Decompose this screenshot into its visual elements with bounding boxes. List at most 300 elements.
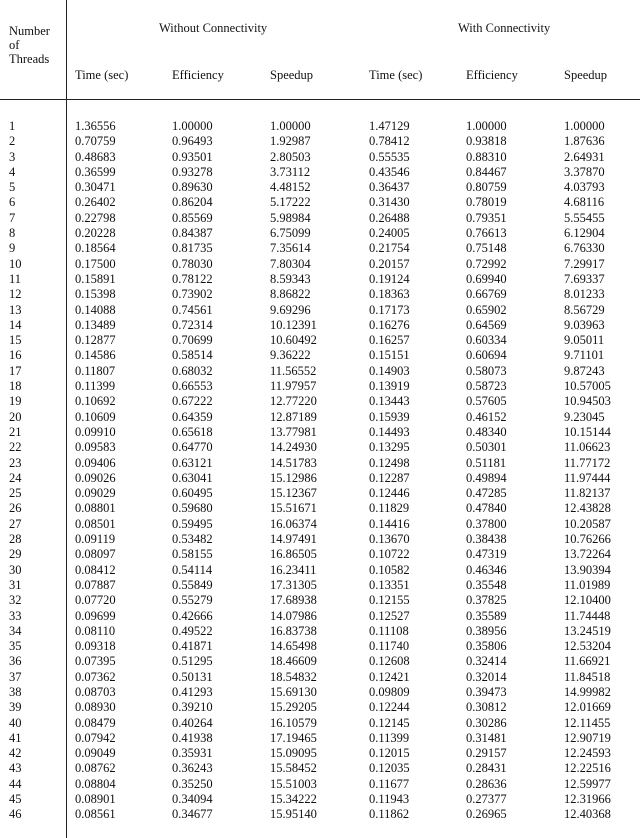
speedup-without-cell: 8.59343 (270, 271, 311, 286)
table-row (0, 532, 640, 547)
time-without-cell: 0.08479 (75, 715, 116, 730)
table-body (0, 119, 640, 823)
time-with-cell: 0.12287 (369, 470, 410, 485)
efficiency-with-cell: 0.27377 (466, 792, 507, 807)
efficiency-without-cell: 0.54114 (172, 562, 213, 577)
time-with-cell: 1.47129 (369, 119, 410, 133)
time-without-cell: 0.08561 (75, 807, 116, 822)
efficiency-with-cell: 0.79351 (466, 210, 507, 225)
threads-cell: 39 (9, 700, 22, 715)
efficiency-with-cell: 0.32414 (466, 654, 507, 669)
time-with-cell: 0.12527 (369, 608, 410, 623)
time-without-cell: 0.08762 (75, 761, 116, 776)
speedup-without-cell: 15.69130 (270, 684, 317, 699)
threads-cell: 38 (9, 684, 22, 699)
time-without-cell: 0.10692 (75, 394, 116, 409)
speedup-with-cell: 13.90394 (564, 562, 611, 577)
speedup-without-cell: 7.35614 (270, 241, 311, 256)
efficiency-with-cell: 0.28431 (466, 761, 507, 776)
efficiency-with-cell: 0.88310 (466, 149, 507, 164)
efficiency-without-cell: 0.89630 (172, 180, 213, 195)
table-row (0, 211, 640, 226)
threads-cell: 10 (9, 256, 22, 271)
efficiency-with-cell: 0.35806 (466, 639, 507, 654)
time-with-cell: 0.11677 (369, 776, 410, 791)
speedup-without-cell: 1.92987 (270, 134, 311, 149)
time-without-cell: 0.08801 (75, 501, 116, 516)
speedup-without-cell: 16.23411 (270, 562, 317, 577)
efficiency-without-cell: 0.72314 (172, 317, 213, 332)
efficiency-without-cell: 0.66553 (172, 379, 213, 394)
time-without-cell: 0.22798 (75, 210, 116, 225)
speedup-with-cell: 6.12904 (564, 226, 605, 241)
speedup-without-cell: 16.06374 (270, 516, 317, 531)
speedup-without-cell: 15.34222 (270, 792, 317, 807)
time-without-cell: 0.09318 (75, 639, 116, 654)
time-without-cell: 0.08901 (75, 792, 116, 807)
efficiency-without-cell: 0.36243 (172, 761, 213, 776)
time-without-cell: 0.18564 (75, 241, 116, 256)
threads-cell: 29 (9, 547, 22, 562)
threads-cell: 3 (9, 149, 16, 164)
efficiency-without-cell: 0.41293 (172, 684, 213, 699)
time-with-cell: 0.15151 (369, 348, 410, 363)
threads-cell: 25 (9, 486, 22, 501)
speedup-with-cell: 7.69337 (564, 271, 605, 286)
threads-cell: 18 (9, 379, 22, 394)
time-with-cell: 0.11829 (369, 501, 410, 516)
speedup-with-cell: 11.74448 (564, 608, 611, 623)
time-with-cell: 0.15939 (369, 409, 410, 424)
speedup-with-cell: 13.24519 (564, 623, 611, 638)
time-without-cell: 1.36556 (75, 119, 116, 133)
efficiency-without-cell: 0.42666 (172, 608, 213, 623)
threads-cell: 44 (9, 776, 22, 791)
threads-cell: 15 (9, 333, 22, 348)
efficiency-with-cell: 0.51181 (466, 455, 507, 470)
threads-cell: 6 (9, 195, 16, 210)
table-row (0, 379, 640, 394)
speedup-with-cell: 8.56729 (564, 302, 605, 317)
time-without-cell: 0.07942 (75, 730, 116, 745)
threads-cell: 13 (9, 302, 22, 317)
speedup-with-cell: 1.00000 (564, 119, 605, 133)
time-without-cell: 0.70759 (75, 134, 116, 149)
speedup-without-cell: 13.77981 (270, 424, 317, 439)
table-row (0, 226, 640, 241)
speedup-with-cell: 5.55455 (564, 210, 605, 225)
efficiency-with-cell: 0.72992 (466, 256, 507, 271)
speedup-without-cell: 12.77220 (270, 394, 317, 409)
efficiency-with-cell: 0.66769 (466, 287, 507, 302)
efficiency-with-cell: 0.30286 (466, 715, 507, 730)
efficiency-without-cell: 0.40264 (172, 715, 213, 730)
threads-cell: 34 (9, 623, 22, 638)
speedup-without-cell: 12.87189 (270, 409, 317, 424)
threads-cell: 7 (9, 210, 16, 225)
time-with-cell: 0.14903 (369, 363, 410, 378)
time-with-cell: 0.16257 (369, 333, 410, 348)
table-row (0, 364, 640, 379)
efficiency-without-cell: 0.35931 (172, 746, 213, 761)
speedup-without-cell: 10.12391 (270, 317, 317, 332)
time-with-cell: 0.14416 (369, 516, 410, 531)
threads-cell: 14 (9, 317, 22, 332)
threads-cell: 17 (9, 363, 22, 378)
speedup-without-cell: 10.60492 (270, 333, 317, 348)
efficiency-with-cell: 0.38438 (466, 532, 507, 547)
speedup-without-cell: 5.98984 (270, 210, 311, 225)
threads-cell: 24 (9, 470, 22, 485)
threads-cell: 5 (9, 180, 16, 195)
table-row (0, 272, 640, 287)
time-with-cell: 0.14493 (369, 424, 410, 439)
efficiency-with-cell: 0.48340 (466, 424, 507, 439)
speedup-with-cell: 12.31966 (564, 792, 611, 807)
threads-cell: 21 (9, 424, 22, 439)
speedup-with-cell: 4.03793 (564, 180, 605, 195)
table-row (0, 119, 640, 134)
time-with-cell: 0.12155 (369, 593, 410, 608)
speedup-with-cell: 9.71101 (564, 348, 605, 363)
speedup-without-cell: 16.86505 (270, 547, 317, 562)
speedup-with-cell: 12.40368 (564, 807, 611, 822)
speedup-with-cell: 12.90719 (564, 730, 611, 745)
efficiency-with-cell: 0.47840 (466, 501, 507, 516)
time-without-cell: 0.26402 (75, 195, 116, 210)
time-with-cell: 0.26488 (369, 210, 410, 225)
time-without-cell: 0.20228 (75, 226, 116, 241)
table-row (0, 394, 640, 409)
efficiency-without-cell: 0.58514 (172, 348, 213, 363)
efficiency-with-cell: 0.47319 (466, 547, 507, 562)
table-row (0, 180, 640, 195)
threads-cell: 45 (9, 792, 22, 807)
time-with-cell: 0.13443 (369, 394, 410, 409)
speedup-with-cell: 9.23045 (564, 409, 605, 424)
efficiency-with-cell: 0.29157 (466, 746, 507, 761)
speedup-without-cell: 6.75099 (270, 226, 311, 241)
col-speedup-with: Speedup (564, 68, 608, 82)
speedup-without-cell: 14.51783 (270, 455, 317, 470)
speedup-without-cell: 15.95140 (270, 807, 317, 822)
time-with-cell: 0.19124 (369, 271, 410, 286)
table-row (0, 333, 640, 348)
speedup-with-cell: 11.82137 (564, 486, 611, 501)
col-efficiency-with: Efficiency (466, 68, 518, 82)
threads-cell: 2 (9, 134, 16, 149)
time-without-cell: 0.08412 (75, 562, 116, 577)
efficiency-with-cell: 0.28636 (466, 776, 507, 791)
time-with-cell: 0.12421 (369, 669, 410, 684)
table-row (0, 716, 640, 731)
efficiency-without-cell: 0.51295 (172, 654, 213, 669)
time-with-cell: 0.13919 (369, 379, 410, 394)
time-without-cell: 0.09119 (75, 532, 116, 547)
efficiency-with-cell: 0.75148 (466, 241, 507, 256)
threads-cell: 37 (9, 669, 22, 684)
speedup-with-cell: 14.99982 (564, 684, 611, 699)
table-row (0, 440, 640, 455)
efficiency-without-cell: 0.93501 (172, 149, 213, 164)
speedup-without-cell: 5.17222 (270, 195, 311, 210)
efficiency-without-cell: 0.55279 (172, 593, 213, 608)
efficiency-without-cell: 0.70699 (172, 333, 213, 348)
time-with-cell: 0.18363 (369, 287, 410, 302)
efficiency-without-cell: 0.63041 (172, 470, 213, 485)
efficiency-with-cell: 0.46346 (466, 562, 507, 577)
efficiency-without-cell: 0.96493 (172, 134, 213, 149)
table-row (0, 410, 640, 425)
threads-cell: 31 (9, 577, 22, 592)
threads-cell: 4 (9, 164, 16, 179)
speedup-without-cell: 18.46609 (270, 654, 317, 669)
speedup-with-cell: 8.01233 (564, 287, 605, 302)
speedup-with-cell: 1.87636 (564, 134, 605, 149)
speedup-without-cell: 17.31305 (270, 577, 317, 592)
efficiency-with-cell: 0.49894 (466, 470, 507, 485)
efficiency-with-cell: 0.47285 (466, 486, 507, 501)
time-without-cell: 0.07887 (75, 577, 116, 592)
col-time-with: Time (sec) (369, 68, 423, 82)
speedup-without-cell: 15.12986 (270, 470, 317, 485)
efficiency-with-cell: 0.38956 (466, 623, 507, 638)
speedup-without-cell: 15.51003 (270, 776, 317, 791)
efficiency-without-cell: 0.59495 (172, 516, 213, 531)
time-with-cell: 0.12608 (369, 654, 410, 669)
threads-cell: 20 (9, 409, 22, 424)
time-without-cell: 0.14586 (75, 348, 116, 363)
time-with-cell: 0.09809 (369, 684, 410, 699)
time-without-cell: 0.08110 (75, 623, 116, 638)
speedup-with-cell: 11.97444 (564, 470, 611, 485)
efficiency-with-cell: 0.76613 (466, 226, 507, 241)
speedup-without-cell: 1.00000 (270, 119, 311, 133)
time-without-cell: 0.09049 (75, 746, 116, 761)
efficiency-with-cell: 0.37800 (466, 516, 507, 531)
time-without-cell: 0.15891 (75, 271, 116, 286)
time-without-cell: 0.07720 (75, 593, 116, 608)
time-with-cell: 0.31430 (369, 195, 410, 210)
table-row (0, 609, 640, 624)
time-without-cell: 0.12877 (75, 333, 116, 348)
speedup-with-cell: 12.24593 (564, 746, 611, 761)
table-row (0, 670, 640, 685)
time-with-cell: 0.12035 (369, 761, 410, 776)
speedup-with-cell: 11.01989 (564, 577, 611, 592)
efficiency-with-cell: 0.57605 (466, 394, 507, 409)
col-time-without: Time (sec) (75, 68, 129, 82)
efficiency-with-cell: 0.58723 (466, 379, 507, 394)
efficiency-without-cell: 0.49522 (172, 623, 213, 638)
speedup-with-cell: 3.37870 (564, 164, 605, 179)
efficiency-with-cell: 0.60694 (466, 348, 507, 363)
speedup-with-cell: 9.05011 (564, 333, 605, 348)
efficiency-with-cell: 0.31481 (466, 730, 507, 745)
threads-cell: 46 (9, 807, 22, 822)
speedup-with-cell: 11.66921 (564, 654, 611, 669)
efficiency-without-cell: 0.34094 (172, 792, 213, 807)
speedup-without-cell: 8.86822 (270, 287, 311, 302)
speedup-without-cell: 16.83738 (270, 623, 317, 638)
speedup-without-cell: 14.07986 (270, 608, 317, 623)
efficiency-with-cell: 0.93818 (466, 134, 507, 149)
speedup-with-cell: 9.03963 (564, 317, 605, 332)
speedup-without-cell: 15.58452 (270, 761, 317, 776)
table-row (0, 195, 640, 210)
table-row (0, 348, 640, 363)
time-with-cell: 0.24005 (369, 226, 410, 241)
efficiency-without-cell: 0.60495 (172, 486, 213, 501)
threads-cell: 8 (9, 226, 16, 241)
efficiency-without-cell: 0.73902 (172, 287, 213, 302)
table-row (0, 134, 640, 149)
speedup-with-cell: 2.64931 (564, 149, 605, 164)
table-row (0, 257, 640, 272)
time-with-cell: 0.21754 (369, 241, 410, 256)
speedup-with-cell: 12.11455 (564, 715, 611, 730)
threads-cell: 22 (9, 440, 22, 455)
threads-cell: 28 (9, 532, 22, 547)
table-row (0, 318, 640, 333)
speedup-without-cell: 7.80304 (270, 256, 311, 271)
speedup-without-cell: 17.68938 (270, 593, 317, 608)
time-with-cell: 0.11943 (369, 792, 410, 807)
time-with-cell: 0.10722 (369, 547, 410, 562)
efficiency-with-cell: 0.50301 (466, 440, 507, 455)
speedup-without-cell: 14.24930 (270, 440, 317, 455)
efficiency-without-cell: 0.35250 (172, 776, 213, 791)
efficiency-without-cell: 0.65618 (172, 424, 213, 439)
table-row (0, 241, 640, 256)
time-without-cell: 0.17500 (75, 256, 116, 271)
time-without-cell: 0.08703 (75, 684, 116, 699)
efficiency-with-cell: 0.64569 (466, 317, 507, 332)
table-row (0, 501, 640, 516)
speedup-without-cell: 3.73112 (270, 164, 311, 179)
speedup-without-cell: 11.56552 (270, 363, 317, 378)
efficiency-without-cell: 0.39210 (172, 700, 213, 715)
table-row (0, 547, 640, 562)
speedup-without-cell: 14.65498 (270, 639, 317, 654)
efficiency-with-cell: 0.80759 (466, 180, 507, 195)
threads-cell: 27 (9, 516, 22, 531)
threads-cell: 35 (9, 639, 22, 654)
time-without-cell: 0.07395 (75, 654, 116, 669)
table-row (0, 287, 640, 302)
time-with-cell: 0.11108 (369, 623, 409, 638)
efficiency-with-cell: 0.39473 (466, 684, 507, 699)
threads-cell: 12 (9, 287, 22, 302)
time-without-cell: 0.15398 (75, 287, 116, 302)
time-without-cell: 0.07362 (75, 669, 116, 684)
col-speedup-without: Speedup (270, 68, 314, 82)
table-row (0, 303, 640, 318)
table-row (0, 425, 640, 440)
threads-cell: 9 (9, 241, 16, 256)
time-with-cell: 0.12015 (369, 746, 410, 761)
speedup-with-cell: 12.10400 (564, 593, 611, 608)
time-without-cell: 0.11807 (75, 363, 116, 378)
speedup-with-cell: 6.76330 (564, 241, 605, 256)
time-without-cell: 0.11399 (75, 379, 116, 394)
table-row (0, 807, 640, 822)
efficiency-with-cell: 0.65902 (466, 302, 507, 317)
speedup-without-cell: 15.51671 (270, 501, 317, 516)
threads-header-line-2: of (9, 38, 20, 52)
efficiency-without-cell: 0.78122 (172, 271, 213, 286)
threads-cell: 32 (9, 593, 22, 608)
efficiency-with-cell: 0.26965 (466, 807, 507, 822)
speedup-with-cell: 10.94503 (564, 394, 611, 409)
speedup-without-cell: 4.48152 (270, 180, 311, 195)
efficiency-without-cell: 0.78030 (172, 256, 213, 271)
table-row (0, 746, 640, 761)
table-row (0, 639, 640, 654)
table-row (0, 456, 640, 471)
speedup-without-cell: 9.69296 (270, 302, 311, 317)
speedup-with-cell: 9.87243 (564, 363, 605, 378)
speedup-with-cell: 11.77172 (564, 455, 611, 470)
efficiency-without-cell: 0.41871 (172, 639, 213, 654)
efficiency-without-cell: 0.85569 (172, 210, 213, 225)
time-with-cell: 0.43546 (369, 164, 410, 179)
speedup-with-cell: 10.57005 (564, 379, 611, 394)
time-with-cell: 0.36437 (369, 180, 410, 195)
speedup-without-cell: 9.36222 (270, 348, 311, 363)
speedup-with-cell: 10.20587 (564, 516, 611, 531)
table-row (0, 624, 640, 639)
efficiency-with-cell: 1.00000 (466, 119, 507, 133)
efficiency-without-cell: 0.34677 (172, 807, 213, 822)
time-without-cell: 0.09029 (75, 486, 116, 501)
efficiency-without-cell: 0.59680 (172, 501, 213, 516)
table-row (0, 685, 640, 700)
speedup-with-cell: 13.72264 (564, 547, 611, 562)
threads-cell: 36 (9, 654, 22, 669)
table-row (0, 792, 640, 807)
speedup-with-cell: 12.43828 (564, 501, 611, 516)
efficiency-with-cell: 0.78019 (466, 195, 507, 210)
efficiency-without-cell: 0.41938 (172, 730, 213, 745)
header-divider-horizontal (0, 99, 640, 100)
efficiency-with-cell: 0.46152 (466, 409, 507, 424)
efficiency-with-cell: 0.69940 (466, 271, 507, 286)
col-efficiency-without: Efficiency (172, 68, 224, 82)
threads-cell: 23 (9, 455, 22, 470)
time-with-cell: 0.11399 (369, 730, 410, 745)
table-row (0, 165, 640, 180)
efficiency-without-cell: 0.74561 (172, 302, 213, 317)
efficiency-without-cell: 0.64770 (172, 440, 213, 455)
threads-cell: 1 (9, 119, 16, 133)
time-with-cell: 0.12145 (369, 715, 410, 730)
table-row (0, 150, 640, 165)
threads-header-line-3: Threads (9, 52, 50, 66)
time-with-cell: 0.13351 (369, 577, 410, 592)
speedup-with-cell: 10.76266 (564, 532, 611, 547)
speedup-with-cell: 12.01669 (564, 700, 611, 715)
threads-cell: 33 (9, 608, 22, 623)
efficiency-without-cell: 1.00000 (172, 119, 213, 133)
time-without-cell: 0.30471 (75, 180, 116, 195)
time-without-cell: 0.10609 (75, 409, 116, 424)
table-row (0, 578, 640, 593)
threads-cell: 42 (9, 746, 22, 761)
time-with-cell: 0.12498 (369, 455, 410, 470)
time-with-cell: 0.55535 (369, 149, 410, 164)
speedup-without-cell: 11.97957 (270, 379, 317, 394)
